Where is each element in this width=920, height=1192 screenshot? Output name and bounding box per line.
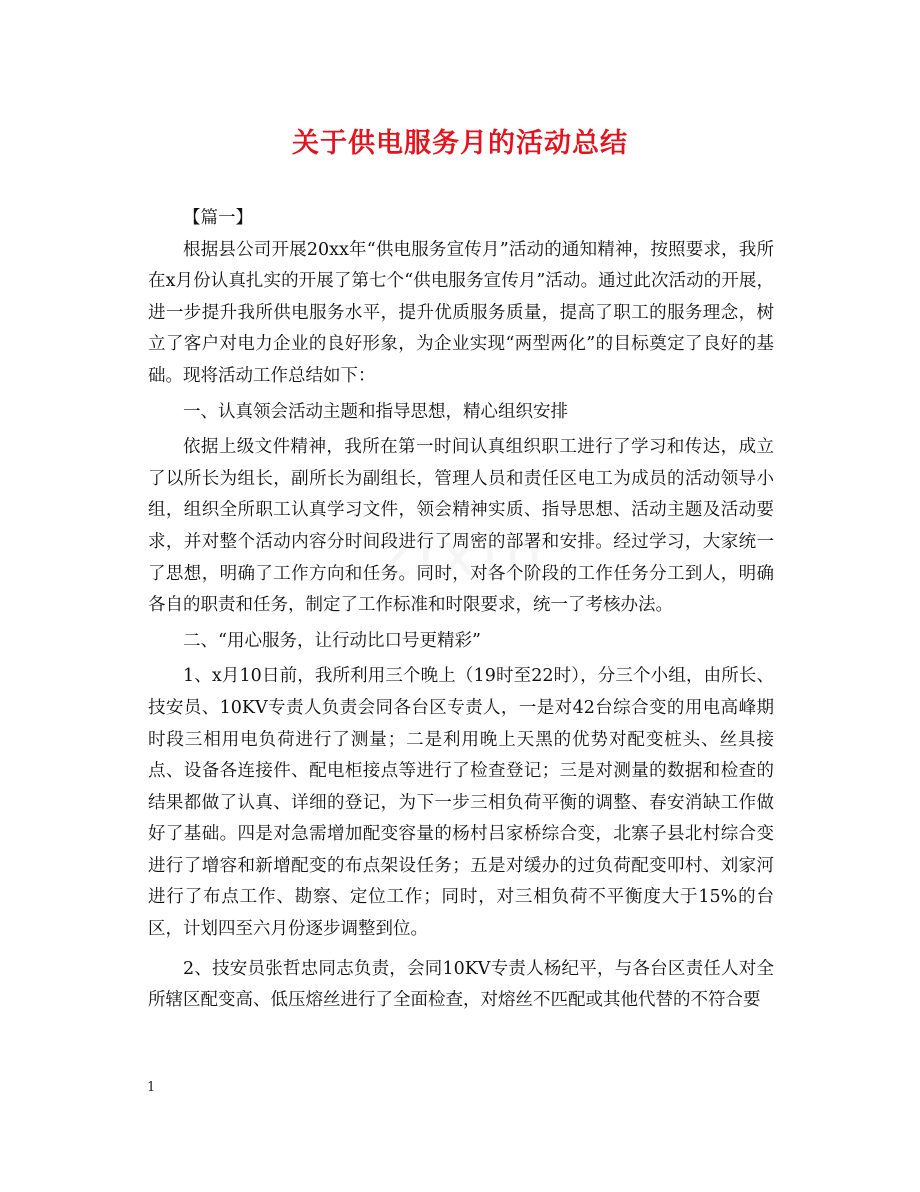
paragraph-one: 依据上级文件精神，我所在第一时间认真组织职工进行了学习和传达，成立了以所长为组长，副所长为副组长，管理人员和责任区电工为成员的活动领导小组，组织全所职工认真学习文件，领会精神实质、指导思想、活动主题及活动要求，并对整个活动内容分时间段进行了周密的部署和安排。经过学习，大家统一了思想，明确了工作方向和任务。同时，对各个阶段的工作任务分工到人，明确各自的职责和任务，制定了工作标准和时限要求，统一了考核办法。	[148, 437, 774, 616]
heading-one: 一、认真领会活动主题和指导思想，精心组织安排	[183, 401, 568, 422]
paragraph-item-2: 2、技安员张哲忠同志负责，会同10KV专责人杨纪平，与各台区责任人对全所辖区配变高、低压熔丝进行了全面检查，对熔丝不匹配或其他代替的不符合要	[148, 958, 774, 1011]
page-number: 1	[147, 1080, 156, 1095]
paragraph-intro: 根据县公司开展20xx年“供电服务宣传月”活动的通知精神，按照要求，我所在x月份认真扎实的开展了第七个“供电服务宣传月”活动。通过此次活动的开展，进一步提升我所供电服务水平，提升优质服务质量，提高了职工的服务理念，树立了客户对电力企业的良好形象，为企业实现“两型两化”的目标奠定了良好的基础。现将活动工作总结如下：	[148, 239, 774, 386]
watermark: zixin	[380, 520, 549, 590]
document-title: 关于供电服务月的活动总结	[292, 128, 628, 159]
paragraph-item-1: 1、x月10日前，我所利用三个晚上（19时至22时），分三个小组，由所长、技安员、10KV专责人负责会同各台区专责人，一是对42台综合变的用电高峰期时段三相用电负荷进行了测量；二是利用晚上天黑的优势对配变桩头、丝具接点、设备各连接件、配电柜接点等进行了检查登记；三是对测量的数据和检查的结果都做了认真、详细的登记，为下一步三相负荷平衡的调整、春安消缺工作做好了基础。四是对急需增加配变容量的杨村吕家桥综合变，北寨子县北村综合变进行了增容和新增配变的布点架设任务；五是对缓办的过负荷配变叩村、刘家河进行了布点工作、勘察、定位工作；同时，对三相负荷不平衡度大于15%的台区，计划四至六月份逐步调整到位。	[148, 666, 774, 940]
section-label: 【篇一】	[183, 208, 253, 228]
document-body	[148, 203, 774, 1017]
heading-two: 二、“用心服务，让行动比口号更精彩”	[183, 630, 481, 651]
